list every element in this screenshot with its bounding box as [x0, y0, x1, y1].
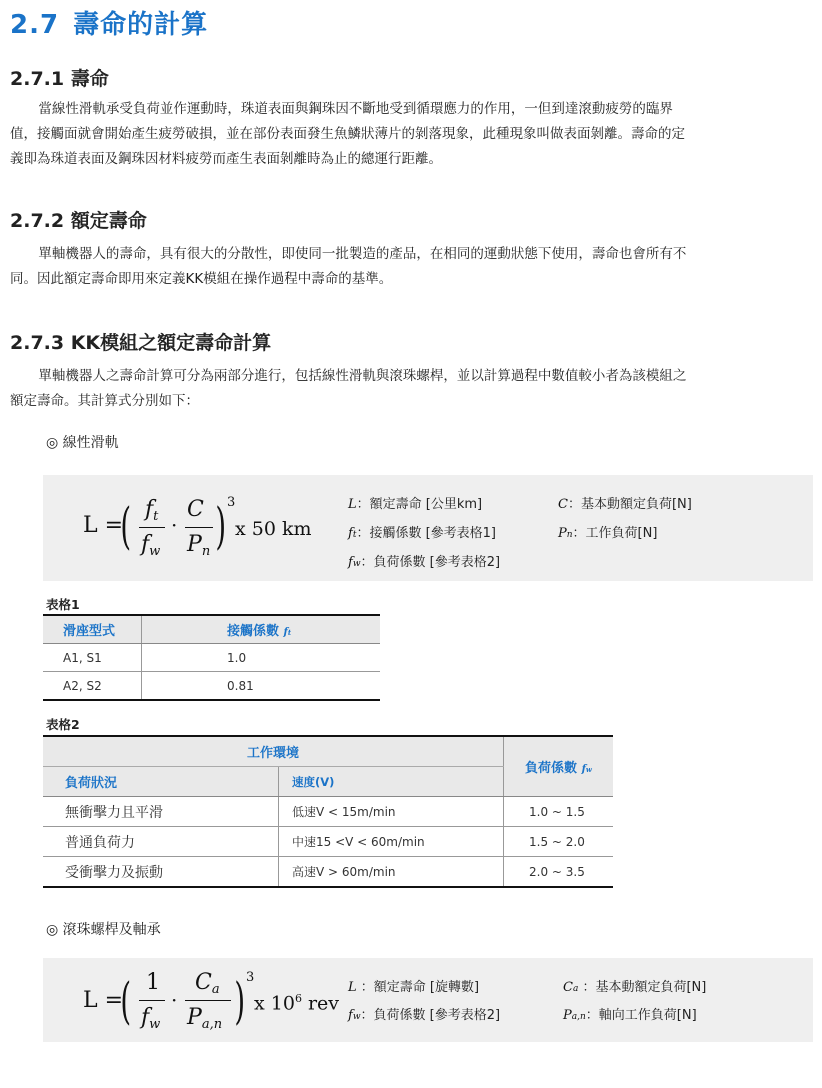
formula-lhs: L =: [83, 513, 124, 538]
fraction-ca-pan: [185, 970, 231, 1032]
table2-cell: 中速15 <V < 60m/min: [279, 827, 504, 857]
table2-cell: 1.0 ~ 1.5: [504, 797, 614, 827]
screw-formula-box: [43, 958, 813, 1042]
table1-header-slide: 滑座型式: [43, 615, 142, 644]
legend-text: ：基本動額定負荷[N]: [567, 497, 692, 512]
legend-text: ：工作負荷[N]: [572, 526, 658, 541]
table2-header-load-condition: 負荷狀況: [43, 767, 279, 797]
table-row: [43, 644, 380, 672]
paragraph-rated-life: [10, 242, 814, 292]
table2-cell: 受衝擊力及振動: [43, 857, 279, 888]
fraction-bar: [185, 527, 213, 528]
table2-cell: 低速V < 15m/min: [279, 797, 504, 827]
formula-fw-sub: w: [149, 1017, 161, 1032]
paren-left: (: [120, 972, 132, 1030]
formula-c: C: [195, 970, 212, 995]
legend-text: ：額定壽命 [旋轉數]: [360, 980, 480, 995]
section-title: [10, 4, 208, 41]
legend-symbol: C: [563, 980, 573, 995]
screw-label: ◎ 滾珠螺桿及軸承: [46, 922, 161, 938]
table2-header-load-text: 負荷係數: [525, 761, 578, 776]
formula-exponent: 3: [227, 495, 236, 510]
fraction-bar: [185, 1000, 231, 1001]
paragraph-line: 同。因此額定壽命即用來定義KK模組在操作過程中壽命的基準。: [10, 271, 393, 287]
formula-ca-sub: a: [211, 982, 220, 997]
legend-sub: t: [352, 530, 357, 540]
fraction-1-fw: [139, 970, 165, 1032]
paren-right: ): [234, 972, 246, 1030]
table-row: [43, 672, 380, 701]
formula-fw-sub: w: [149, 544, 161, 559]
legend-sub: a: [572, 984, 579, 994]
formula-tail: x 50 km: [235, 518, 312, 540]
legend-sub: n: [566, 530, 573, 540]
formula-ft-sub: t: [153, 509, 159, 524]
legend-symbol: f: [348, 526, 353, 541]
table1-header-symbol: f: [283, 627, 288, 638]
legend-symbol: P: [558, 526, 567, 541]
paragraph-kk-calc: [10, 364, 814, 414]
table2-cell: 1.5 ~ 2.0: [504, 827, 614, 857]
table2-header-load-factor: [504, 736, 614, 797]
table1: [43, 614, 380, 701]
formula-pan-sub: a,n: [201, 1017, 223, 1032]
table2-caption: 表格2: [46, 717, 80, 732]
fraction-bar: [139, 1000, 165, 1001]
table2-header-symbol: f: [581, 764, 586, 775]
heading-kk-calc: 2.7.3 KK模組之額定壽命計算: [10, 332, 272, 354]
formula-p: P: [187, 1005, 202, 1030]
paren-left: (: [120, 497, 132, 555]
table2-cell: 普通負荷力: [43, 827, 279, 857]
table1-caption: 表格1: [46, 597, 80, 612]
table2-header-environment: 工作環境: [43, 736, 504, 767]
formula-f-bottom: f: [141, 1005, 150, 1030]
formula-tail-pre: x 10: [254, 992, 295, 1015]
legend-text: ：負荷係數 [參考表格2]: [360, 1008, 501, 1023]
paragraph-line: 額定壽命。其計算式分別如下：: [10, 393, 199, 409]
formula-dot: ·: [171, 988, 178, 1012]
rail-label: ◎ 線性滑軌: [46, 435, 119, 451]
table2: [43, 735, 613, 888]
formula-f-bottom: f: [141, 532, 150, 557]
legend-item: [563, 1004, 697, 1023]
legend-item: [348, 551, 500, 570]
legend-text: ：額定壽命 [公里km]: [356, 497, 483, 512]
legend-text: ：軸向工作負荷[N]: [585, 1008, 697, 1023]
paragraph-life: [10, 97, 814, 172]
table1-cell: 0.81: [142, 672, 381, 701]
section-title-text: 壽命的計算: [73, 10, 209, 40]
table2-header-speed: 速度(V): [279, 767, 504, 797]
legend-symbol: C: [558, 497, 568, 512]
formula-tail-post: rev: [301, 992, 340, 1015]
legend-symbol: L: [348, 497, 357, 512]
paragraph-line: 值，接觸面就會開始產生疲勞破損，並在部份表面發生魚鱗狀薄片的剝落現象，此種現象叫做表面剝離。壽命的定: [10, 126, 685, 142]
legend-sub: a,n: [571, 1012, 586, 1022]
table-row: [43, 797, 613, 827]
table2-cell: 高速V > 60m/min: [279, 857, 504, 888]
formula-tail-exp: 6: [294, 992, 302, 1005]
table-row: [43, 827, 613, 857]
legend-text: ：接觸係數 [參考表格1]: [356, 526, 496, 541]
formula-p: P: [187, 532, 202, 557]
legend-symbol: P: [563, 1008, 572, 1023]
legend-symbol: f: [348, 555, 353, 570]
table1-header-sub: t: [287, 628, 292, 637]
formula-one: 1: [146, 970, 160, 995]
formula-lhs: L =: [83, 988, 124, 1013]
table2-cell: 無衝擊力且平滑: [43, 797, 279, 827]
legend-symbol: L: [348, 980, 357, 995]
fraction-c-p: [185, 497, 213, 559]
formula-dot: ·: [171, 513, 178, 537]
formula-f-top: f: [145, 497, 154, 522]
legend-item: [348, 1004, 500, 1023]
section-number: 2.7: [10, 10, 60, 40]
table1-cell: A1, S1: [43, 644, 142, 672]
fraction-ft-fw: [139, 497, 165, 559]
legend-item: [558, 522, 657, 541]
legend-sub: w: [352, 1012, 361, 1022]
formula-pn-sub: n: [201, 544, 211, 559]
legend-item: [558, 493, 692, 512]
heading-life: 2.7.1 壽命: [10, 68, 109, 90]
table2-cell: 2.0 ~ 3.5: [504, 857, 614, 888]
legend-item: [348, 522, 496, 541]
table1-header-contact: [142, 615, 381, 644]
table2-header-sub: w: [585, 765, 592, 774]
legend-text: ：負荷係數 [參考表格2]: [360, 555, 501, 570]
legend-item: [348, 976, 479, 995]
legend-symbol: f: [348, 1008, 353, 1023]
formula-exponent: 3: [246, 970, 255, 985]
paragraph-line: 單軸機器人的壽命，具有很大的分散性，即使同一批製造的產品，在相同的運動狀態下使用，壽命也會所有不: [38, 246, 687, 262]
formula-c: C: [187, 497, 204, 522]
table-row: [43, 857, 613, 888]
legend-item: [348, 493, 482, 512]
rail-formula-box: [43, 475, 813, 581]
table1-header-contact-text: 接觸係數: [227, 624, 280, 639]
table1-cell: 1.0: [142, 644, 381, 672]
heading-rated-life: 2.7.2 額定壽命: [10, 210, 147, 232]
paragraph-line: 單軸機器人之壽命計算可分為兩部分進行，包括線性滑軌與滾珠螺桿，並以計算過程中數值較小者為該模組之: [38, 368, 687, 384]
fraction-bar: [139, 527, 165, 528]
paren-right: ): [215, 497, 227, 555]
legend-item: [563, 976, 706, 995]
formula-tail: [254, 992, 339, 1014]
paragraph-line: 義即為珠道表面及鋼珠因材料疲勞而產生表面剝離時為止的總運行距離。: [10, 151, 442, 167]
legend-sub: w: [352, 559, 361, 569]
table1-cell: A2, S2: [43, 672, 142, 701]
legend-text: ：基本動額定負荷[N]: [582, 980, 707, 995]
paragraph-line: 當線性滑軌承受負荷並作運動時，珠道表面與鋼珠因不斷地受到循環應力的作用，一但到達滾動疲勞的臨界: [38, 101, 673, 117]
